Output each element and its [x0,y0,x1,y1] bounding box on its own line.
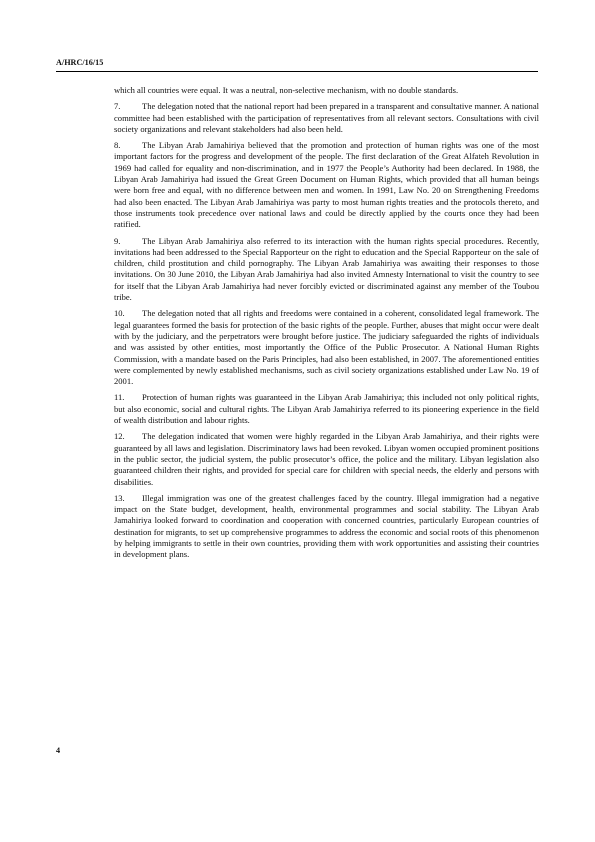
paragraph-text: The Libyan Arab Jamahiriya also referred to its interaction with the human rights special procedures. Recently, invitations had been addressed to the Special Rapporteur on the right to education and the Special Rapporteur on the sale of children, child prostitution and child pornography. The Libyan Arab Jamahiriya was awaiting their responses to those invitations. On 30 June 2010, the Libyan Arab Jamahiriya had also invited Amnesty International to visit the country to see for itself that the Libyan Arab Jamahiriya had never forcibly evicted or discriminated against any member of the Toubou tribe. [114,235,539,303]
paragraph-12 [114,431,539,487]
paragraph-number: 7. [114,101,121,112]
document-symbol: A/HRC/16/15 [56,58,104,67]
paragraph-text: The delegation indicated that women were highly regarded in the Libyan Arab Jamahiriya, and their rights were guaranteed by all laws and legislation. Discriminatory laws had been revoked. Libyan women occupied prominent positions in the public sector, the judicial system, the public prosecutor’s office, the police and the military. Libyan legislation also guaranteed children their rights, and provided for special care for children with special needs, the elderly and persons with disabilities. [114,431,539,487]
paragraph-11 [114,392,539,426]
paragraph-continuation [114,85,539,96]
paragraph-text: The delegation noted that the national report had been prepared in a transparent and consultative manner. A national committee had been established with the participation of representatives from all relevant sectors. Consultations with civil society organizations and relevant stakeholders had also been held. [114,101,539,134]
paragraph-9 [114,236,539,304]
paragraph-10 [114,308,539,387]
paragraph-7 [114,101,539,135]
paragraph-text: which all countries were equal. It was a neutral, non-selective mechanism, with no double standards. [114,85,459,95]
paragraph-number: 8. [114,140,121,151]
paragraph-number: 11. [114,392,125,403]
paragraph-text: The Libyan Arab Jamahiriya believed that the promotion and protection of human rights was one of the most important factors for the progress and development of the people. The first declaration of the Great Alfateh Revolution in 1969 had called for equality and non-discrimination, and in 1977 the People’s Authority had been declared. In 1988, the Libyan Arab Jamahiriya had issued the Great Green Document on Human Rights, which provided that all human beings were born free and equal, with no difference between men and women. In 1991, Law No. 20 on Strengthening Freedoms had also been enacted. The Libyan Arab Jamahiriya was party to most human rights treaties and the protocols thereto, and those instruments took precedence over national laws and could be directly applied by the courts once they had been ratified. [114,140,539,230]
paragraph-text: Illegal immigration was one of the greatest challenges faced by the country. Illegal immigration had a negative impact on the State budget, development, health, environmental programmes and social stability. The Libyan Arab Jamahiriya looked forward to coordination and cooperation with concerned countries, particularly European countries of destination for migrants, to set up comprehensive programmes to address the economic and social roots of this phenomenon by helping immigrants to settle in their own countries, providing them with work opportunities and assisting their countries in development plans. [114,492,539,560]
paragraph-number: 13. [114,492,125,503]
paragraph-number: 10. [114,308,125,319]
paragraph-number: 9. [114,235,121,246]
document-body [114,85,539,566]
paragraph-number: 12. [114,431,125,442]
document-header [56,58,538,72]
paragraph-text: Protection of human rights was guaranteed in the Libyan Arab Jamahiriya; this included not only political rights, but also economic, social and cultural rights. The Libyan Arab Jamahiriya referred to its pioneering experience in the field of wealth distribution and labour rights. [114,392,539,426]
paragraph-text: The delegation noted that all rights and freedoms were contained in a coherent, consolidated legal framework. The legal guarantees formed the basis for protection of the basic rights of the people. Further, abuses that might occur were dealt with by the judiciary, and the perpetrators were brought before justice. The judiciary safeguarded the rights of individuals and was assisted by other entities, most importantly the Office of the Public Prosecutor. A National Human Rights Commission, with a mandate based on the Paris Principles, had also been established, in 2007. The aforementioned entities were complemented by newly established mechanisms, such as civil society organizations established under Law No. 19 of 2001. [114,308,539,387]
page-number: 4 [56,746,61,755]
paragraph-13 [114,493,539,561]
paragraph-8 [114,140,539,230]
